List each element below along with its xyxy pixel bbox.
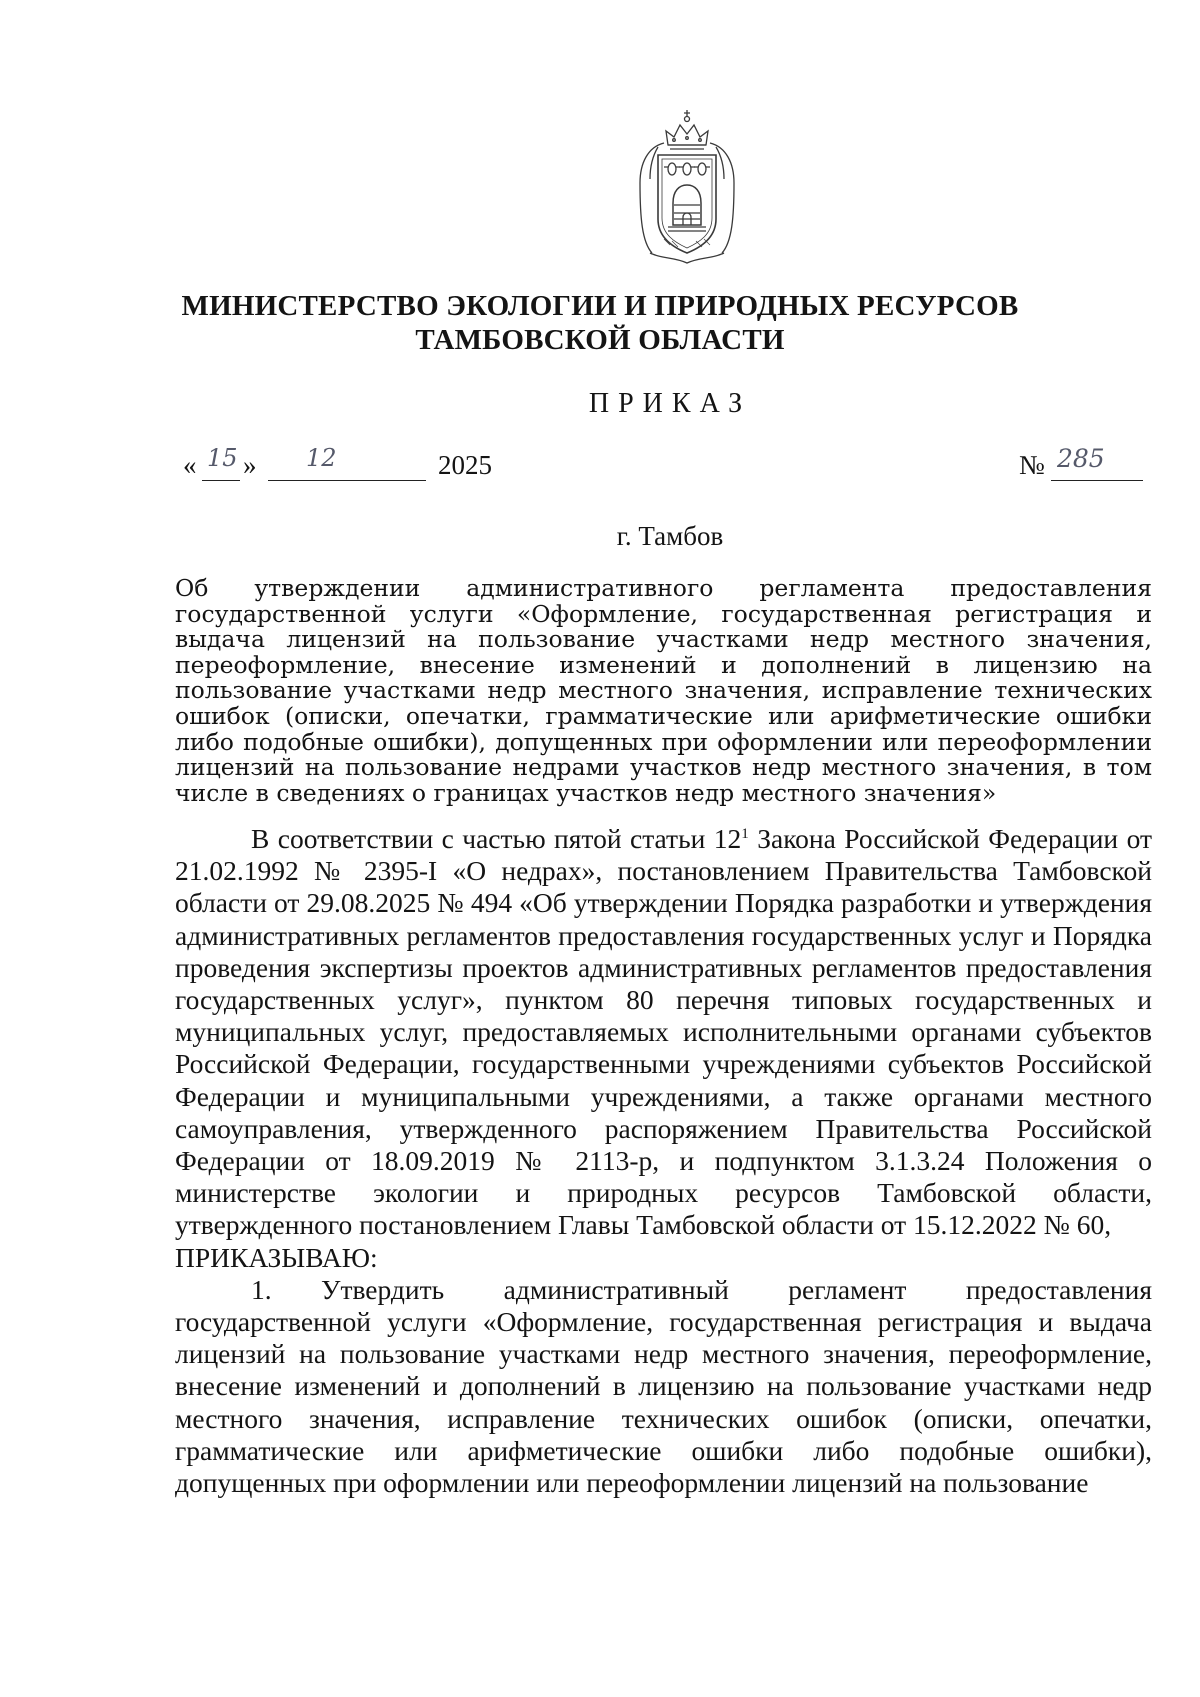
month-underline [268, 450, 426, 481]
preamble-text-part2: Закона Российской Федерации от 21.02.1992 № 2395-I «О недрах», постановлением Правительства Тамбовской области от 29.08.2025 № 494 «Об утверждении Порядка разработки и утверждения административных регламентов предоставления государственных услуг и Порядка проведения экспертизы проектов административных регламентов предоставления государственных услуг», пунктом 80 перечня типовых государственных и муниципальных услуг, предоставляемых исполнительными органами субъектов Российской Федерации, государственными учреждениями субъектов Российской Федерации и муниципальными учреждениями, а также органами местного самоуправления, утвержденного распоряжением Правительства Российской Федерации от 18.09.2019 № 2113-р, и подпунктом 3.1.3.24 Положения о министерстве экологии и природных ресурсов Тамбовской области, утвержденного постановлением Главы Тамбовской области от 15.12.2022 № 60, [175, 823, 1152, 1241]
list-item [175, 1274, 1152, 1499]
number-label: № [1019, 450, 1045, 480]
handwritten-day: 15 [207, 444, 238, 472]
preamble-text-part1: В соответствии с частью пятой статьи 12 [251, 823, 742, 854]
date-close-quote: » [243, 450, 257, 480]
preamble-paragraph [175, 823, 1152, 1242]
handwritten-number: 285 [1057, 444, 1105, 473]
item-number: 1. [251, 1273, 272, 1305]
order-subject: Об утверждении административного регламента предоставления государственной услуги «Оформление, государственная регистрация и выдача лицензий на пользование участками недр местного значения, переоформление, внесение изменений и дополнений в лицензию на пользование участками недр местного значения, исправление технических ошибок (описки, опечатки, грамматические или арифметические ошибки либо подобные ошибки), допущенных при оформлении или переоформлении лицензий на пользование недрами участков недр местного значения, в том числе в сведениях о границах участков недр местного значения» [175, 574, 1152, 807]
date-number-row [183, 444, 1140, 490]
organization-name-line1: МИНИСТЕРСТВО ЭКОЛОГИИ И ПРИРОДНЫХ РЕСУРСОВ [181, 290, 1019, 322]
coat-of-arms-emblem [628, 107, 746, 265]
date-open-quote: « [183, 450, 197, 480]
handwritten-month: 12 [306, 444, 337, 472]
year: 2025 [438, 450, 492, 480]
document-type: ПРИКАЗ [588, 388, 752, 419]
item-text: Утвердить административный регламент предоставления государственной услуги «Оформление, государственная регистрация и выдача лицензий на пользование участками недр местного значения, переоформление, внесение изменений и дополнений в лицензию на пользование участками недр местного значения, исправление технических ошибок (описки, опечатки, грамматические или арифметические ошибки либо подобные ошибки), допущенных при оформлении или переоформлении лицензий на пользование [175, 1273, 1152, 1499]
order-word: ПРИКАЗЫВАЮ: [175, 1241, 378, 1273]
place-of-issue: г. Тамбов [616, 521, 724, 551]
organization-name-line2: ТАМБОВСКОЙ ОБЛАСТИ [415, 324, 785, 356]
article-superscript: 1 [741, 825, 749, 842]
order-body [175, 823, 1152, 1499]
